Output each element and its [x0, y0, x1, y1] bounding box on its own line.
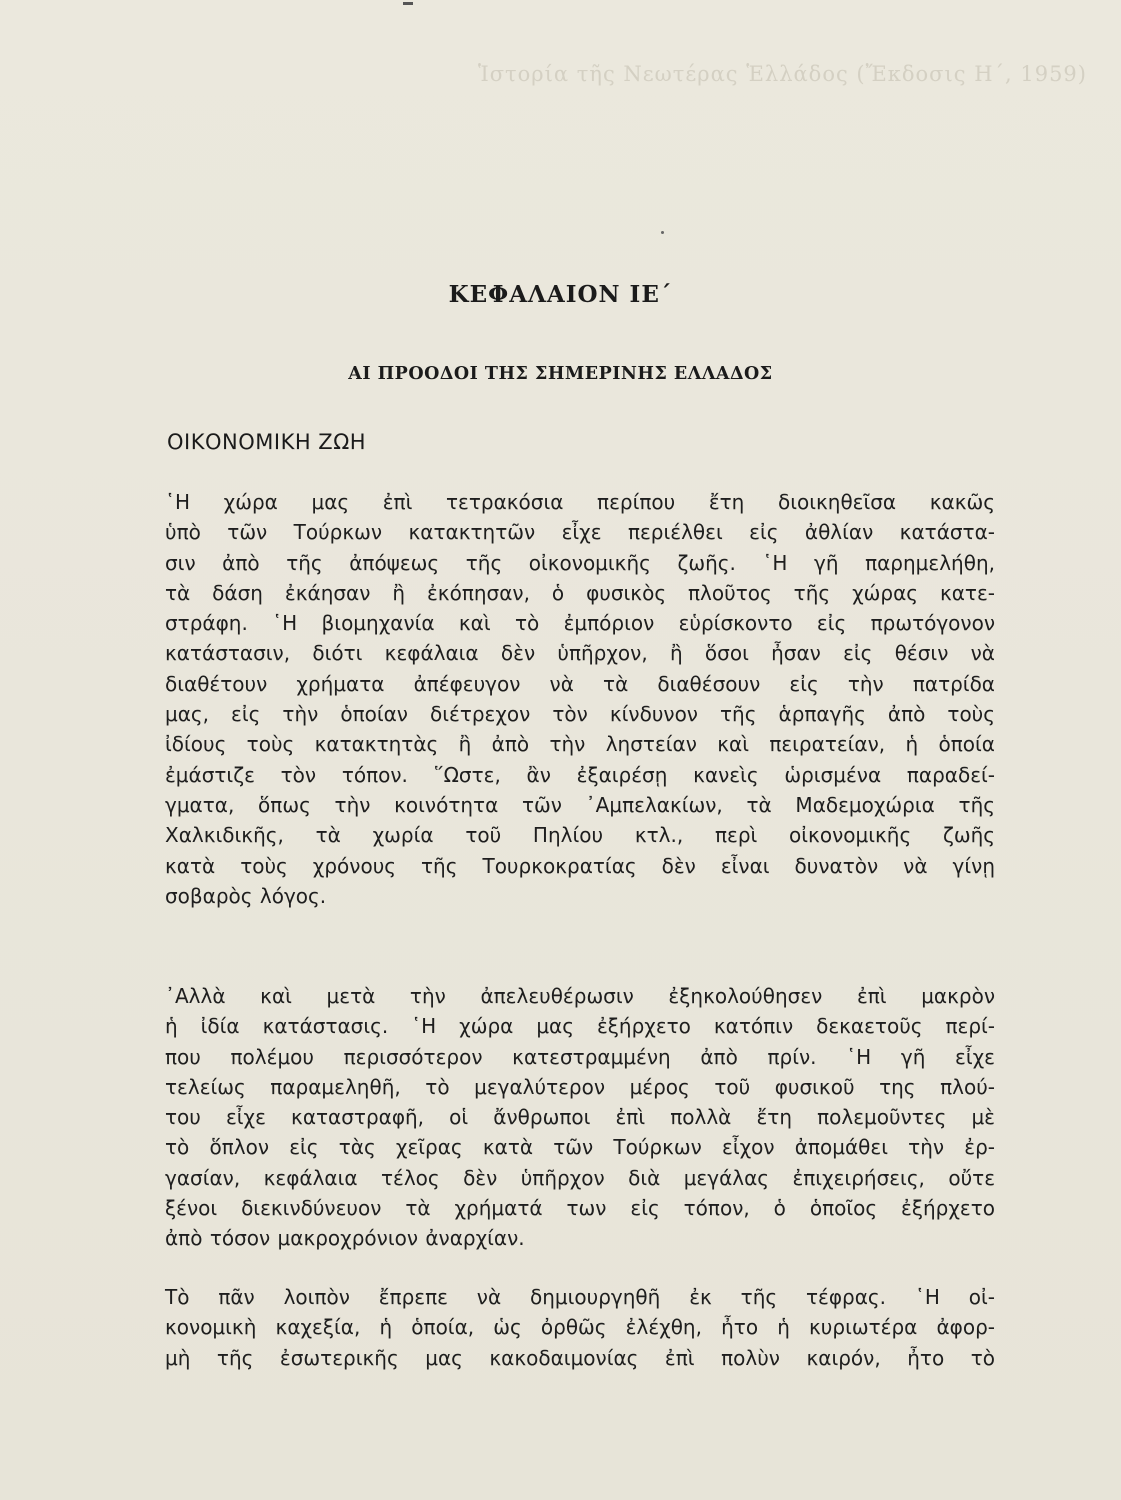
text-line: ξένοι διεκινδύνευον τὰ χρήματά των εἰς τόπον, ὁ ὁποῖος ἐξήρχετο — [165, 1196, 995, 1221]
text-line: γασίαν, κεφάλαια τέλος δὲν ὑπῆρχον διὰ μεγάλας ἐπιχειρήσεις, οὔτε — [165, 1165, 995, 1190]
text-line: τὸ ὅπλον εἰς τὰς χεῖρας κατὰ τῶν Τούρκων εἶχον ἀπομάθει τὴν ἐρ- — [165, 1135, 995, 1160]
ink-speck — [661, 231, 664, 234]
text-line: τὰ δάση ἐκάησαν ἢ ἐκόπησαν, ὁ φυσικὸς πλοῦτος τῆς χώρας κατε- — [165, 580, 995, 605]
text-line: γματα, ὅπως τὴν κοινότητα τῶν ᾿Αμπελακίων, τὰ Μαδεμοχώρια τῆς — [165, 792, 995, 817]
text-line: διαθέτουν χρήματα ἀπέφευγον νὰ τὰ διαθέσουν εἰς τὴν πατρίδα — [165, 671, 995, 696]
text-line: τελείως παραμεληθῆ, τὸ μεγαλύτερον μέρος τοῦ φυσικοῦ της πλού- — [165, 1074, 995, 1099]
paragraph-3 — [165, 1282, 995, 1373]
text-line: ὑπὸ τῶν Τούρκων κατακτητῶν εἶχε περιέλθει εἰς ἀθλίαν κατάστα- — [165, 520, 995, 545]
chapter-title: ΚΕΦΑΛΑΙΟΝ ΙΕ΄ — [448, 281, 673, 308]
text-line: στράφη. ῾Η βιομηχανία καὶ τὸ ἐμπόριον εὑρίσκοντο εἰς πρωτόγονον — [165, 611, 995, 636]
text-line: μας, εἰς τὴν ὁποίαν διέτρεχον τὸν κίνδυνον τῆς ἁρπαγῆς ἀπὸ τοὺς — [165, 702, 995, 727]
text-line: ᾿Αλλὰ καὶ μετὰ τὴν ἀπελευθέρωσιν ἐξηκολούθησεν ἐπὶ μακρὸν — [165, 984, 995, 1008]
text-line: Τὸ πᾶν λοιπὸν ἔπρεπε νὰ δημιουργηθῆ ἐκ τῆς τέφρας. ῾Η οἰ- — [165, 1285, 995, 1309]
text-line: ἐμάστιζε τὸν τόπον. ῞Ωστε, ἂν ἐξαιρέσῃ κανεὶς ὡρισμένα παραδεί- — [165, 762, 995, 787]
text-line: σοβαρὸς λόγος. — [165, 883, 327, 908]
chapter-subtitle: ΑΙ ΠΡΟΟΔΟΙ ΤΗΣ ΣΗΜΕΡΙΝΗΣ ΕΛΛΑΔΟΣ — [348, 364, 773, 384]
scan-mark — [403, 2, 413, 5]
text-line: ῾Η χώρα μας ἐπὶ τετρακόσια περίπου ἔτη διοικηθεῖσα κακῶς — [165, 490, 995, 514]
text-line: κατάστασιν, διότι κεφάλαια δὲν ὑπῆρχον, ἢ ὅσοι ἦσαν εἰς θέσιν νὰ — [165, 641, 995, 666]
text-line: μὴ τῆς ἐσωτερικῆς μας κακοδαιμονίας ἐπὶ πολὺν καιρόν, ἦτο τὸ — [165, 1345, 995, 1370]
text-line: ἰδίους τοὺς κατακτητὰς ἢ ἀπὸ τὴν ληστείαν καὶ πειρατείαν, ἡ ὁποία — [165, 732, 995, 757]
paragraph-1 — [165, 487, 995, 911]
section-heading: ΟΙΚΟΝΟΜΙΚΗ ΖΩΗ — [167, 430, 367, 454]
text-line: σιν ἀπὸ τῆς ἀπόψεως τῆς οἰκονομικῆς ζωῆς. ῾Η γῆ παρημελήθη, — [165, 550, 995, 575]
text-line: ἀπὸ τόσον μακροχρόνιον ἀναρχίαν. — [165, 1226, 525, 1251]
text-line: ἡ ἰδία κατάστασις. ῾Η χώρα μας ἐξήρχετο κατόπιν δεκαετοῦς περί- — [165, 1014, 995, 1039]
text-line: κονομικὴ καχεξία, ἡ ὁποία, ὡς ὀρθῶς ἐλέχθη, ἦτο ἡ κυριωτέρα ἀφορ- — [165, 1315, 995, 1340]
text-line: κατὰ τοὺς χρόνους τῆς Τουρκοκρατίας δὲν εἶναι δυνατὸν νὰ γίνῃ — [165, 853, 995, 878]
text-line: που πολέμου περισσότερον κατεστραμμένη ἀπὸ πρίν. ῾Η γῆ εἶχε — [165, 1044, 995, 1069]
text-line: του εἶχε καταστραφῆ, οἱ ἄνθρωποι ἐπὶ πολλὰ ἔτη πολεμοῦντες μὲ — [165, 1105, 995, 1130]
text-line: Χαλκιδικῆς, τὰ χωρία τοῦ Πηλίου κτλ., περὶ οἰκονομικῆς ζωῆς — [165, 823, 995, 848]
bleed-through-running-head: Ἱστορία τῆς Νεωτέρας Ἑλλάδος (Ἔκδοσις Η΄, 1959) — [477, 62, 1087, 86]
paragraph-2 — [165, 981, 995, 1254]
